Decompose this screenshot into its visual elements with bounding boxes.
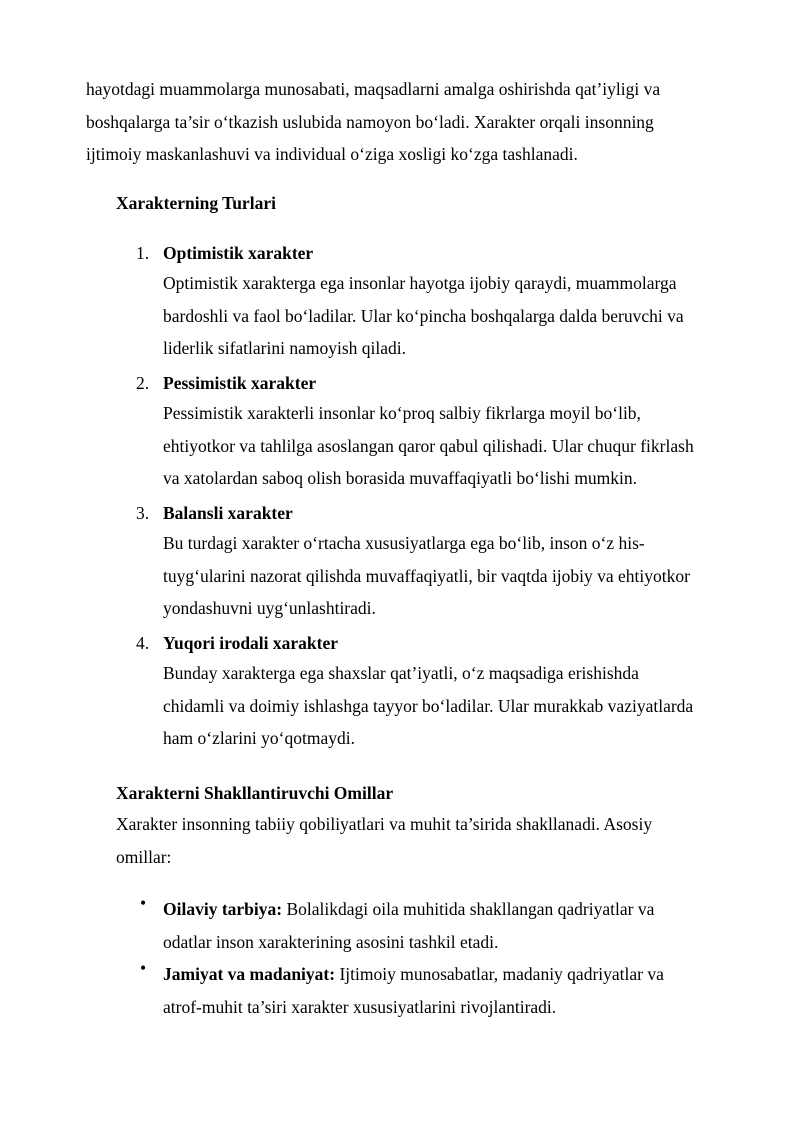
bullet-text: Ijtimoiy munosabatlar, madaniy qadriyatlar va [335, 964, 664, 984]
list-number: 4. [136, 633, 150, 653]
list-item-body [163, 267, 763, 365]
body-line: omillar: [116, 846, 172, 867]
body-line: Bu turdagi xarakter o‘rtacha xususiyatlarga ega bo‘lib, inson o‘z his- [163, 533, 645, 553]
body-line: Pessimistik xarakterli insonlar ko‘proq salbiy fikrlarga moyil bo‘lib, [163, 403, 641, 423]
list-item-body [163, 397, 763, 495]
body-line: Optimistik xarakterga ega insonlar hayotga ijobiy qaraydi, muammolarga [163, 273, 677, 293]
body-line: ehtiyotkor va tahlilga asoslangan qaror qabul qilishadi. Ular chuqur fikrlash [163, 435, 694, 456]
intro-line-2: boshqalarga ta’sir o‘tkazish uslubida namoyon bo‘ladi. Xarakter orqali insonning [86, 111, 654, 132]
section-heading-factors: Xarakterni Shakllantiruvchi Omillar [116, 783, 394, 803]
factors-intro-paragraph [116, 808, 736, 873]
bullet-icon: • [140, 893, 147, 913]
bullet-text: Bolalikdagi oila muhitida shakllangan qadriyatlar va [282, 899, 655, 919]
intro-paragraph [86, 73, 726, 171]
body-line: atrof-muhit ta’siri xarakter xususiyatlarini rivojlantiradi. [163, 996, 557, 1017]
intro-line-1: hayotdagi muammolarga munosabati, maqsadlarni amalga oshirishda qat’iyligi va [86, 79, 661, 99]
list-number: 3. [136, 503, 150, 523]
list-item-body [163, 657, 763, 755]
body-line: va xatolardan saboq olish borasida muvaffaqiyatli bo‘lishi mumkin. [163, 468, 638, 488]
list-item-title: Pessimistik xarakter [163, 373, 317, 393]
list-item-body [163, 527, 763, 625]
body-line [163, 893, 654, 926]
list-item-title: Balansli xarakter [163, 503, 293, 523]
body-line: odatlar inson xarakterining asosini tashkil etadi. [163, 931, 499, 952]
intro-line-3: ijtimoiy maskanlashuvi va individual o‘ziga xosligi ko‘zga tashlanadi. [86, 144, 578, 164]
body-line: chidamli va doimiy ishlashga tayyor bo‘ladilar. Ular murakkab vaziyatlarda [163, 695, 694, 716]
body-line: tuyg‘ularini nazorat qilishda muvaffaqiyatli, bir vaqtda ijobiy va ehtiyotkor [163, 565, 690, 586]
body-line: ham o‘zlarini yo‘qotmaydi. [163, 728, 355, 748]
list-number: 1. [136, 243, 150, 263]
section-heading-types: Xarakterning Turlari [116, 193, 276, 213]
body-line: liderlik sifatlarini namoyish qiladi. [163, 338, 407, 358]
bullet-icon: • [140, 958, 147, 978]
list-item-title: Yuqori irodali xarakter [163, 633, 339, 653]
bullet-body [163, 893, 654, 958]
body-line: Bunday xarakterga ega shaxslar qat’iyatli, o‘z maqsadiga erishishda [163, 663, 639, 683]
body-line: Xarakter insonning tabiiy qobiliyatlari va muhit ta’sirida shakllanadi. Asosiy [116, 814, 653, 834]
list-item-title: Optimistik xarakter [163, 243, 314, 263]
bullet-term: Jamiyat va madaniyat: [163, 964, 336, 984]
bullet-term: Oilaviy tarbiya: [163, 899, 283, 919]
list-number: 2. [136, 373, 150, 393]
body-line: bardoshli va faol bo‘ladilar. Ular ko‘pincha boshqalarga dalda beruvchi va [163, 305, 684, 326]
body-line [163, 958, 664, 991]
bullet-body [163, 958, 664, 1023]
body-line: yondashuvni uyg‘unlashtiradi. [163, 598, 376, 618]
